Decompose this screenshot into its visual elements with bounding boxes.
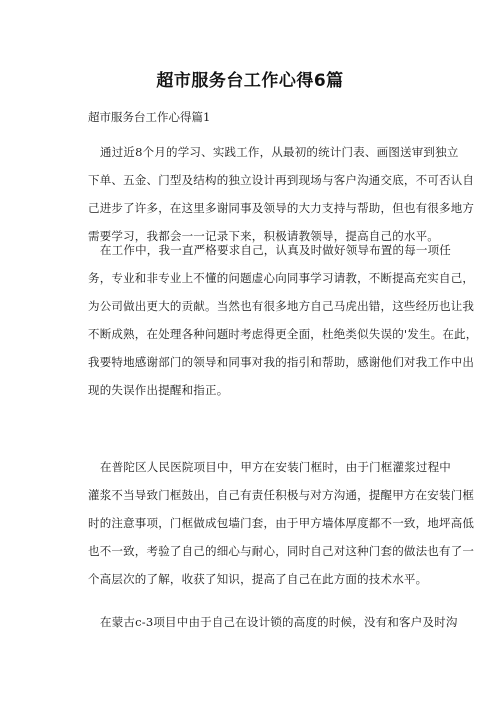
paragraph-line: 通过近8个月的学习、实践工作，从最初的统计门表、画图送审到独立 bbox=[100, 145, 459, 159]
paragraph-line: 在工作中，我一直严格要求自己，认真及时做好领导布置的每一项任 bbox=[100, 243, 451, 257]
paragraph-line: 己进步了许多，在这里多谢同事及领导的大力支持与帮助，但也有很多地方 bbox=[88, 201, 475, 215]
paragraph-line: 为公司做出更大的贡献。当然也有很多地方自己马虎出错，这些经历也让我 bbox=[88, 299, 475, 313]
paragraph-line: 灌浆不当导致门框鼓出，自己有责任积极与对方沟通，提醒甲方在安装门框 bbox=[88, 488, 475, 502]
paragraph-line: 不断成熟，在处理各种问题时考虑得更全面，杜绝类似失误的'发生。在此， bbox=[88, 327, 478, 341]
paragraph-line: 时的注意事项，门框做成包墙门套，由于甲方墙体厚度都不一致，地坪高低 bbox=[88, 516, 475, 530]
paragraph-line: 务，专业和非专业上不懂的问题虚心向同事学习请教，不断提高充实自己， bbox=[88, 271, 475, 285]
paragraph-3 bbox=[88, 453, 475, 593]
document-subtitle: 超市服务台工作心得篇1 bbox=[88, 110, 211, 124]
paragraph-line: 我要特地感谢部门的领导和同事对我的指引和帮助，感谢他们对我工作中出 bbox=[88, 355, 475, 369]
paragraph-line: 个高层次的了解，收获了知识，提高了自己在此方面的技术水平。 bbox=[88, 572, 428, 586]
document-title: 超市服务台工作心得6篇 bbox=[156, 71, 344, 91]
paragraph-4 bbox=[88, 608, 458, 636]
paragraph-line: 下单、五金、门型及结构的独立设计再到现场与客户沟通交底，不可否认自 bbox=[88, 173, 475, 187]
paragraph-line: 需要学习，我都会一一记录下来，积极请教领导，提高自己的水平。 bbox=[88, 229, 439, 243]
paragraph-line: 在普陀区人民医院项目中，甲方在安装门框时，由于门框灌浆过程中 bbox=[100, 460, 451, 474]
paragraph-line: 在蒙古c-3项目中由于自己在设计锁的高度的时候，没有和客户及时沟 bbox=[100, 615, 458, 629]
paragraph-line: 也不一致，考验了自己的细心与耐心，同时自己对这种门套的做法也有了一 bbox=[88, 544, 475, 558]
paragraph-line: 现的失误作出提醒和指正。 bbox=[88, 383, 229, 397]
